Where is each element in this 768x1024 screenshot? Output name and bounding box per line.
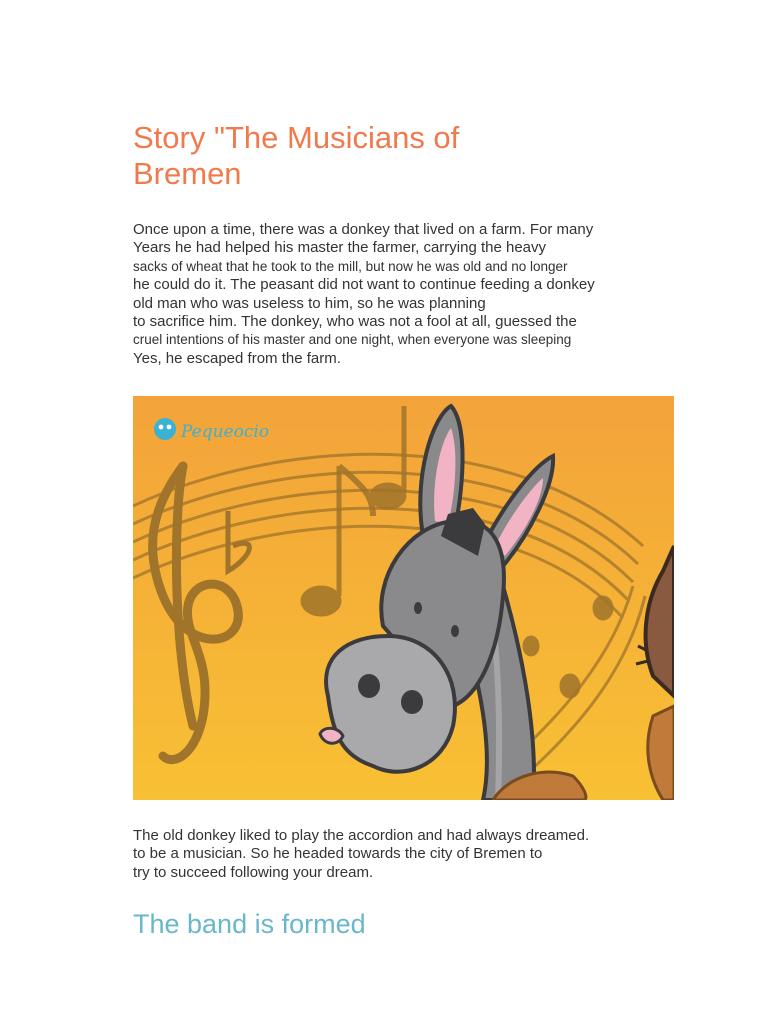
intro-line: old man who was useless to him, so he was planning xyxy=(133,294,486,312)
donkey-eye xyxy=(414,602,422,614)
section-heading: The band is formed xyxy=(133,909,366,939)
music-note-icon xyxy=(301,586,341,616)
donkey-nostril xyxy=(358,674,380,698)
intro-line: Yes, he escaped from the farm. xyxy=(133,349,341,367)
donkey-nostril xyxy=(401,690,423,714)
intro-line: sacks of wheat that he took to the mill, but now he was old and no longer xyxy=(133,258,568,274)
intro-line: to sacrifice him. The donkey, who was not a fool at all, guessed the xyxy=(133,313,577,331)
intro-line: Years he had helped his master the farmer, carrying the heavy xyxy=(133,239,547,257)
donkey-mouth xyxy=(320,728,343,743)
story-title: Story "The Musicians of Bremen xyxy=(133,120,460,191)
body-line: try to succeed following your dream. xyxy=(133,863,374,881)
donkey-illustration xyxy=(133,396,674,800)
music-note-icon xyxy=(560,674,580,698)
donkey-eye xyxy=(451,625,459,637)
body-line: to be a musician. So he headed towards the city of Bremen to xyxy=(133,845,543,863)
music-note-icon xyxy=(593,596,613,620)
intro-line: cruel intentions of his master and one night, when everyone was sleeping xyxy=(133,332,572,348)
music-note-icon xyxy=(523,636,539,656)
intro-line: he could do it. The peasant did not want to continue feeding a donkey xyxy=(133,276,595,294)
logo-text: Pequeocio xyxy=(181,422,270,442)
intro-line: Once upon a time, there was a donkey that lived on a farm. For many xyxy=(133,221,594,238)
body-line: The old donkey liked to play the accordion and had always dreamed. xyxy=(133,827,590,844)
intro-paragraph xyxy=(133,221,595,368)
body-paragraph xyxy=(133,827,589,882)
music-note-icon xyxy=(370,483,406,509)
